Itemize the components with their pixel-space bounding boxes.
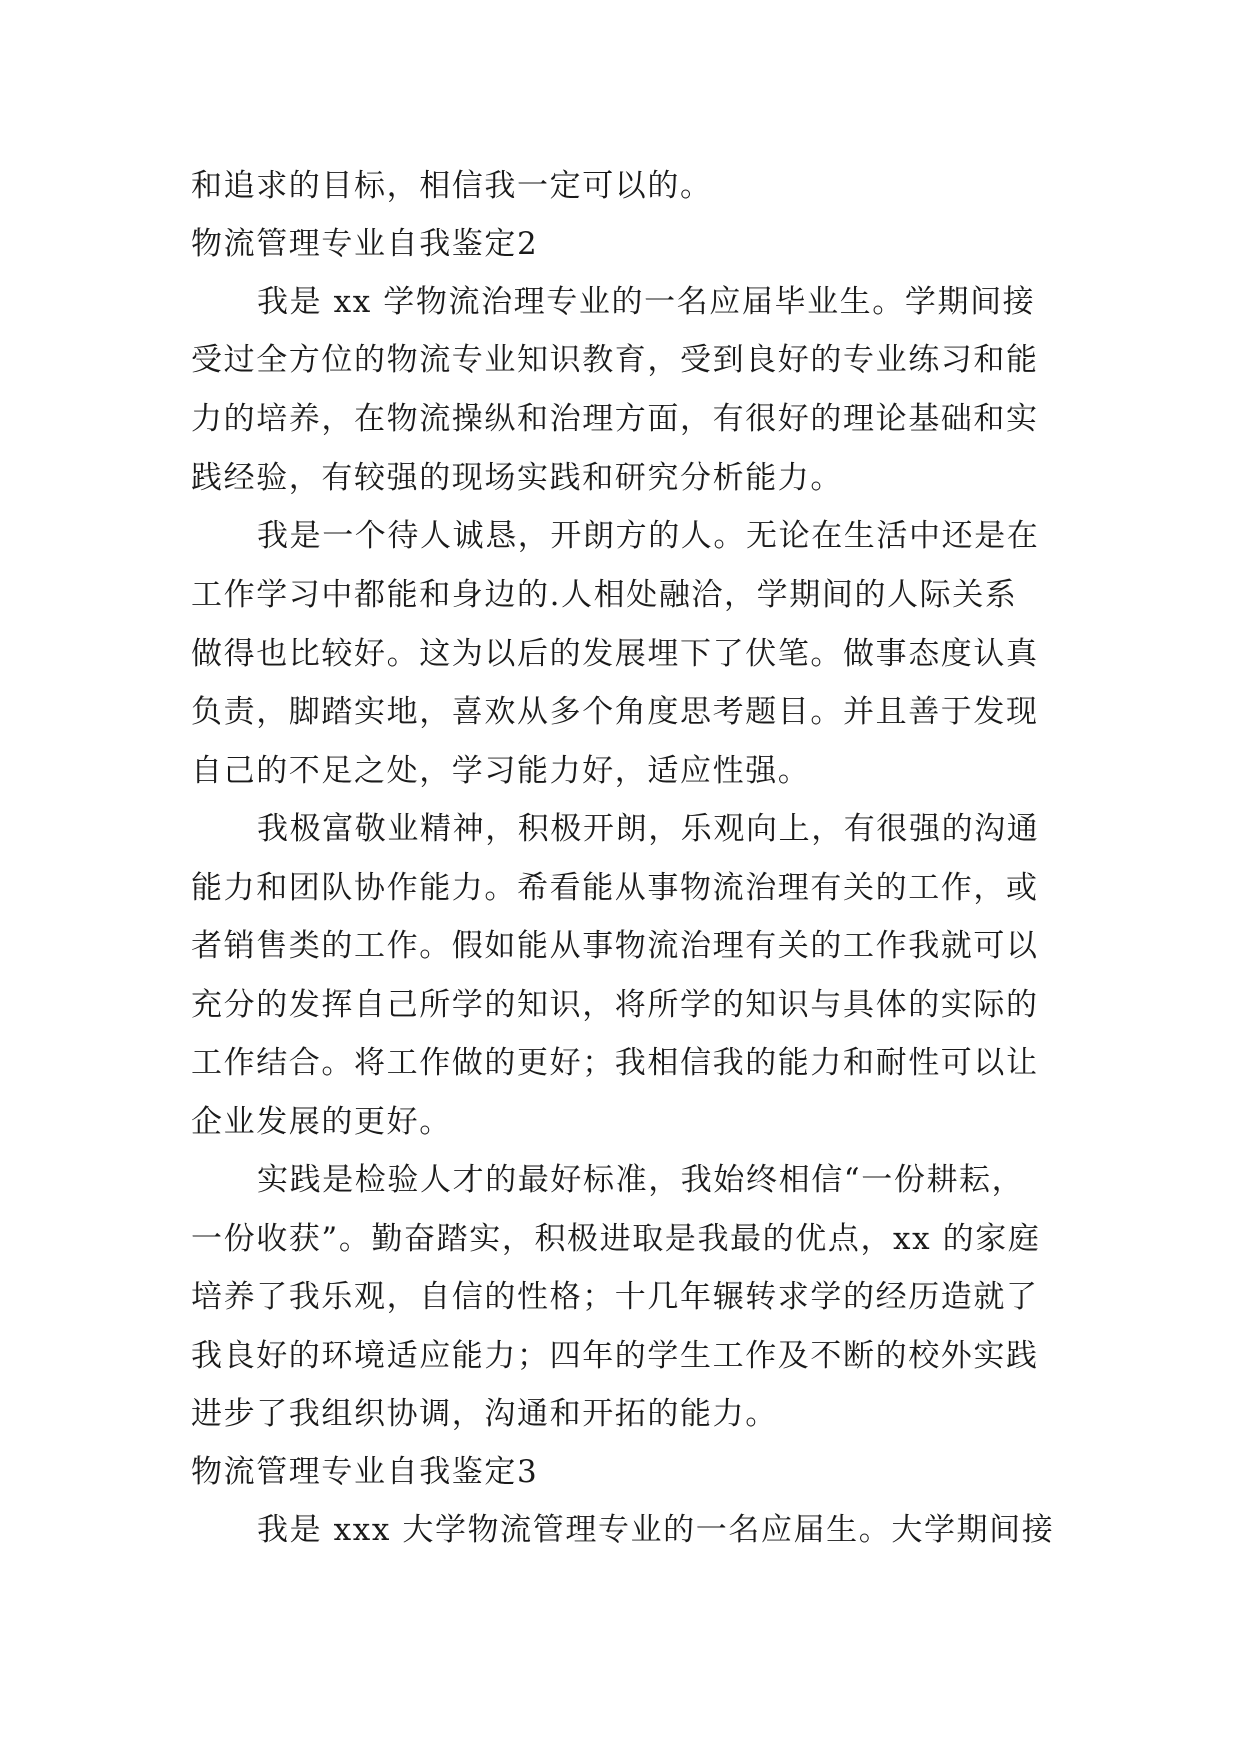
paragraph-line: 我极富敬业精神，积极开朗，乐观向上，有很强的沟通 bbox=[257, 811, 1040, 847]
section-heading: 物流管理专业自我鉴定3 bbox=[191, 1454, 539, 1490]
paragraph-line: 践经验，有较强的现场实践和研究分析能力。 bbox=[191, 460, 843, 496]
paragraph-line: 进步了我组织协调，沟通和开拓的能力。 bbox=[191, 1396, 778, 1432]
paragraph-line: 企业发展的更好。 bbox=[191, 1104, 452, 1140]
paragraph-line: 我是 xxx 大学物流管理专业的一名应届生。大学期间接 bbox=[257, 1512, 1055, 1548]
paragraph-line: 做得也比较好。这为以后的发展埋下了伏笔。做事态度认真 bbox=[191, 636, 1039, 672]
paragraph-line: 充分的发挥自己所学的知识，将所学的知识与具体的实际的 bbox=[191, 987, 1039, 1023]
paragraph-line: 实践是检验人才的最好标准，我始终相信“一份耕耘， bbox=[257, 1162, 1025, 1198]
paragraph-line: 工作结合。将工作做的更好；我相信我的能力和耐性可以让 bbox=[191, 1045, 1039, 1081]
paragraph-line: 一份收获”。勤奋踏实，积极进取是我最的优点，xx 的家庭 bbox=[191, 1221, 1041, 1257]
paragraph-line: 力的培养，在物流操纵和治理方面，有很好的理论基础和实 bbox=[191, 401, 1039, 437]
paragraph-line: 工作学习中都能和身边的.人相处融洽，学期间的人际关系 bbox=[191, 577, 1018, 613]
paragraph-line: 我良好的环境适应能力；四年的学生工作及不断的校外实践 bbox=[191, 1338, 1039, 1374]
paragraph-line: 我是一个待人诚恳，开朗方的人。无论在生活中还是在 bbox=[257, 518, 1040, 554]
paragraph-line: 自己的不足之处，学习能力好，适应性强。 bbox=[191, 753, 811, 789]
paragraph-line: 能力和团队协作能力。希看能从事物流治理有关的工作，或 bbox=[191, 870, 1039, 906]
paragraph-line: 和追求的目标，相信我一定可以的。 bbox=[191, 168, 713, 204]
section-heading: 物流管理专业自我鉴定2 bbox=[191, 226, 539, 262]
paragraph-line: 我是 xx 学物流治理专业的一名应届毕业生。学期间接 bbox=[257, 284, 1036, 320]
paragraph-line: 者销售类的工作。假如能从事物流治理有关的工作我就可以 bbox=[191, 928, 1039, 964]
paragraph-line: 培养了我乐观，自信的性格；十几年辗转求学的经历造就了 bbox=[191, 1279, 1039, 1315]
paragraph-line: 负责，脚踏实地，喜欢从多个角度思考题目。并且善于发现 bbox=[191, 694, 1039, 730]
paragraph-line: 受过全方位的物流专业知识教育，受到良好的专业练习和能 bbox=[191, 342, 1039, 378]
